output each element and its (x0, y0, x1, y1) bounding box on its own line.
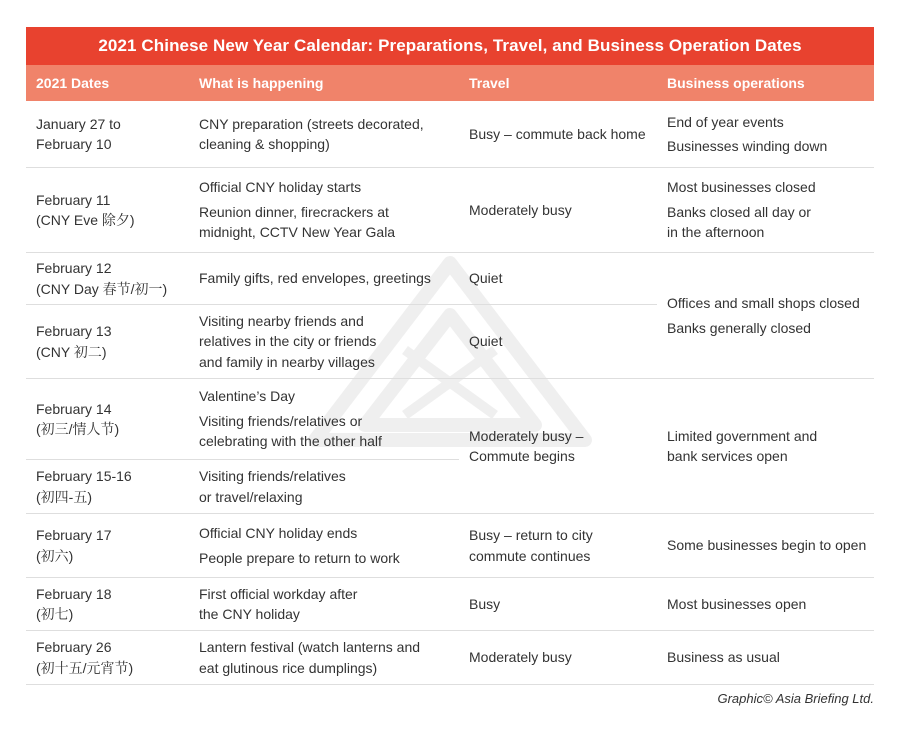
date-text: February 15-16 (36, 468, 132, 484)
table-body (26, 101, 874, 685)
date-text: (CNY Eve 除夕) (36, 212, 135, 228)
date-cell (26, 305, 189, 378)
table-row (26, 460, 459, 513)
business-text: Offices and small shops closed (667, 295, 860, 311)
travel-text: Moderately busy (469, 201, 572, 218)
business-text: Some businesses begin to open (667, 537, 867, 554)
credit-text: Graphic© Asia Briefing Ltd. (717, 691, 874, 706)
business-cell (657, 168, 874, 252)
travel-merged-cell (459, 379, 657, 513)
happening-cell (189, 631, 459, 684)
date-text: January 27 to (36, 115, 121, 132)
business-text: Banks closed all day or (667, 203, 811, 220)
travel-cell (459, 305, 657, 378)
date-text: (初十五/元宵节) (36, 659, 134, 676)
date-text: (初三/情人节) (36, 421, 120, 437)
table-header-row (26, 65, 874, 101)
header-business: Business operations (667, 75, 805, 91)
business-text: Banks generally closed (667, 319, 811, 336)
travel-cell (459, 168, 657, 252)
travel-text: Quiet (469, 270, 503, 287)
happening-text: First official workday after (199, 585, 358, 602)
date-text: (CNY 初二) (36, 343, 107, 360)
travel-cell (459, 631, 657, 684)
travel-text: Moderately busy (469, 649, 572, 666)
table-row (26, 101, 874, 168)
header-happening: What is happening (199, 75, 324, 91)
happening-cell (189, 305, 459, 378)
happening-text: celebrating with the other half (199, 433, 382, 450)
date-text: (初四-五) (36, 488, 92, 505)
business-text: Limited government and (667, 427, 818, 444)
date-cell (26, 101, 189, 167)
table-row (26, 631, 874, 685)
happening-text: Official CNY holiday starts (199, 179, 362, 196)
table-row (26, 379, 459, 460)
happening-text: Lantern festival (watch lanterns and (199, 639, 421, 655)
travel-text: Busy (469, 595, 501, 612)
date-cell (26, 578, 189, 630)
happening-text: Visiting friends/relatives (199, 468, 346, 484)
travel-text: Busy – return to city (469, 527, 593, 543)
business-text: Most businesses open (667, 595, 807, 612)
date-cell (26, 379, 189, 459)
date-text: February 17 (36, 527, 112, 543)
table-row (26, 305, 657, 378)
business-cell (657, 631, 874, 684)
header-travel: Travel (469, 75, 510, 91)
happening-cell (189, 253, 459, 304)
business-cell (657, 578, 874, 630)
business-merged-cell (657, 253, 874, 378)
date-text: February 10 (36, 136, 112, 152)
happening-text: CNY preparation (streets decorated, (199, 115, 424, 132)
table-row (26, 578, 874, 631)
date-cell (26, 514, 189, 577)
table-row (26, 514, 874, 578)
date-text: February 14 (36, 400, 112, 417)
business-text: bank services open (667, 448, 788, 464)
table-row (26, 253, 657, 305)
business-merged-cell (657, 379, 874, 513)
date-text: February 12 (36, 260, 112, 276)
row-group (26, 379, 874, 514)
travel-text: Busy – commute back home (469, 125, 646, 142)
travel-cell (459, 253, 657, 304)
travel-cell (459, 101, 657, 167)
happening-text: relatives in the city or friends (199, 333, 377, 350)
table-title: 2021 Chinese New Year Calendar: Preparations, Travel, and Business Operation Dates (26, 27, 874, 65)
date-cell (26, 631, 189, 684)
happening-text: People prepare to return to work (199, 549, 400, 566)
header-dates: 2021 Dates (36, 75, 110, 91)
date-text: (CNY Day 春节/初一) (36, 280, 168, 297)
business-text: End of year events (667, 113, 784, 130)
date-text: February 11 (36, 191, 111, 208)
business-cell (657, 514, 874, 577)
happening-text: Valentine’s Day (199, 388, 295, 405)
date-text: (初七) (36, 606, 74, 622)
happening-text: Visiting nearby friends and (199, 312, 364, 329)
table-row (26, 168, 874, 253)
happening-text: or travel/relaxing (199, 488, 303, 505)
happening-text: eat glutinous rice dumplings) (199, 659, 378, 676)
date-text: February 18 (36, 585, 112, 602)
happening-cell (189, 379, 459, 459)
happening-cell (189, 101, 459, 167)
happening-text: Visiting friends/relatives or (199, 412, 363, 429)
happening-cell (189, 514, 459, 577)
business-text: in the afternoon (667, 224, 765, 241)
business-text: Business as usual (667, 649, 780, 666)
date-cell (26, 168, 189, 252)
travel-text: Quiet (469, 333, 503, 350)
happening-cell (189, 168, 459, 252)
travel-text: Commute begins (469, 448, 575, 464)
happening-text: Official CNY holiday ends (199, 525, 358, 541)
happening-cell (189, 578, 459, 630)
business-text: Businesses winding down (667, 138, 828, 154)
happening-cell (189, 460, 459, 513)
happening-text: midnight, CCTV New Year Gala (199, 224, 396, 241)
date-text: February 26 (36, 639, 112, 655)
happening-text: Reunion dinner, firecrackers at (199, 203, 389, 220)
business-text: Most businesses closed (667, 179, 816, 196)
row-group (26, 253, 874, 379)
travel-text: commute continues (469, 547, 591, 564)
date-cell (26, 253, 189, 304)
happening-text: and family in nearby villages (199, 353, 375, 370)
date-cell (26, 460, 189, 513)
happening-text: the CNY holiday (199, 606, 300, 622)
travel-cell (459, 514, 657, 577)
date-text: (初六) (36, 547, 74, 564)
business-cell (657, 101, 874, 167)
date-text: February 13 (36, 323, 112, 339)
happening-text: Family gifts, red envelopes, greetings (199, 270, 431, 287)
travel-text: Moderately busy – (469, 427, 584, 444)
travel-cell (459, 578, 657, 630)
calendar-table (26, 27, 874, 685)
happening-text: cleaning & shopping) (199, 136, 330, 152)
